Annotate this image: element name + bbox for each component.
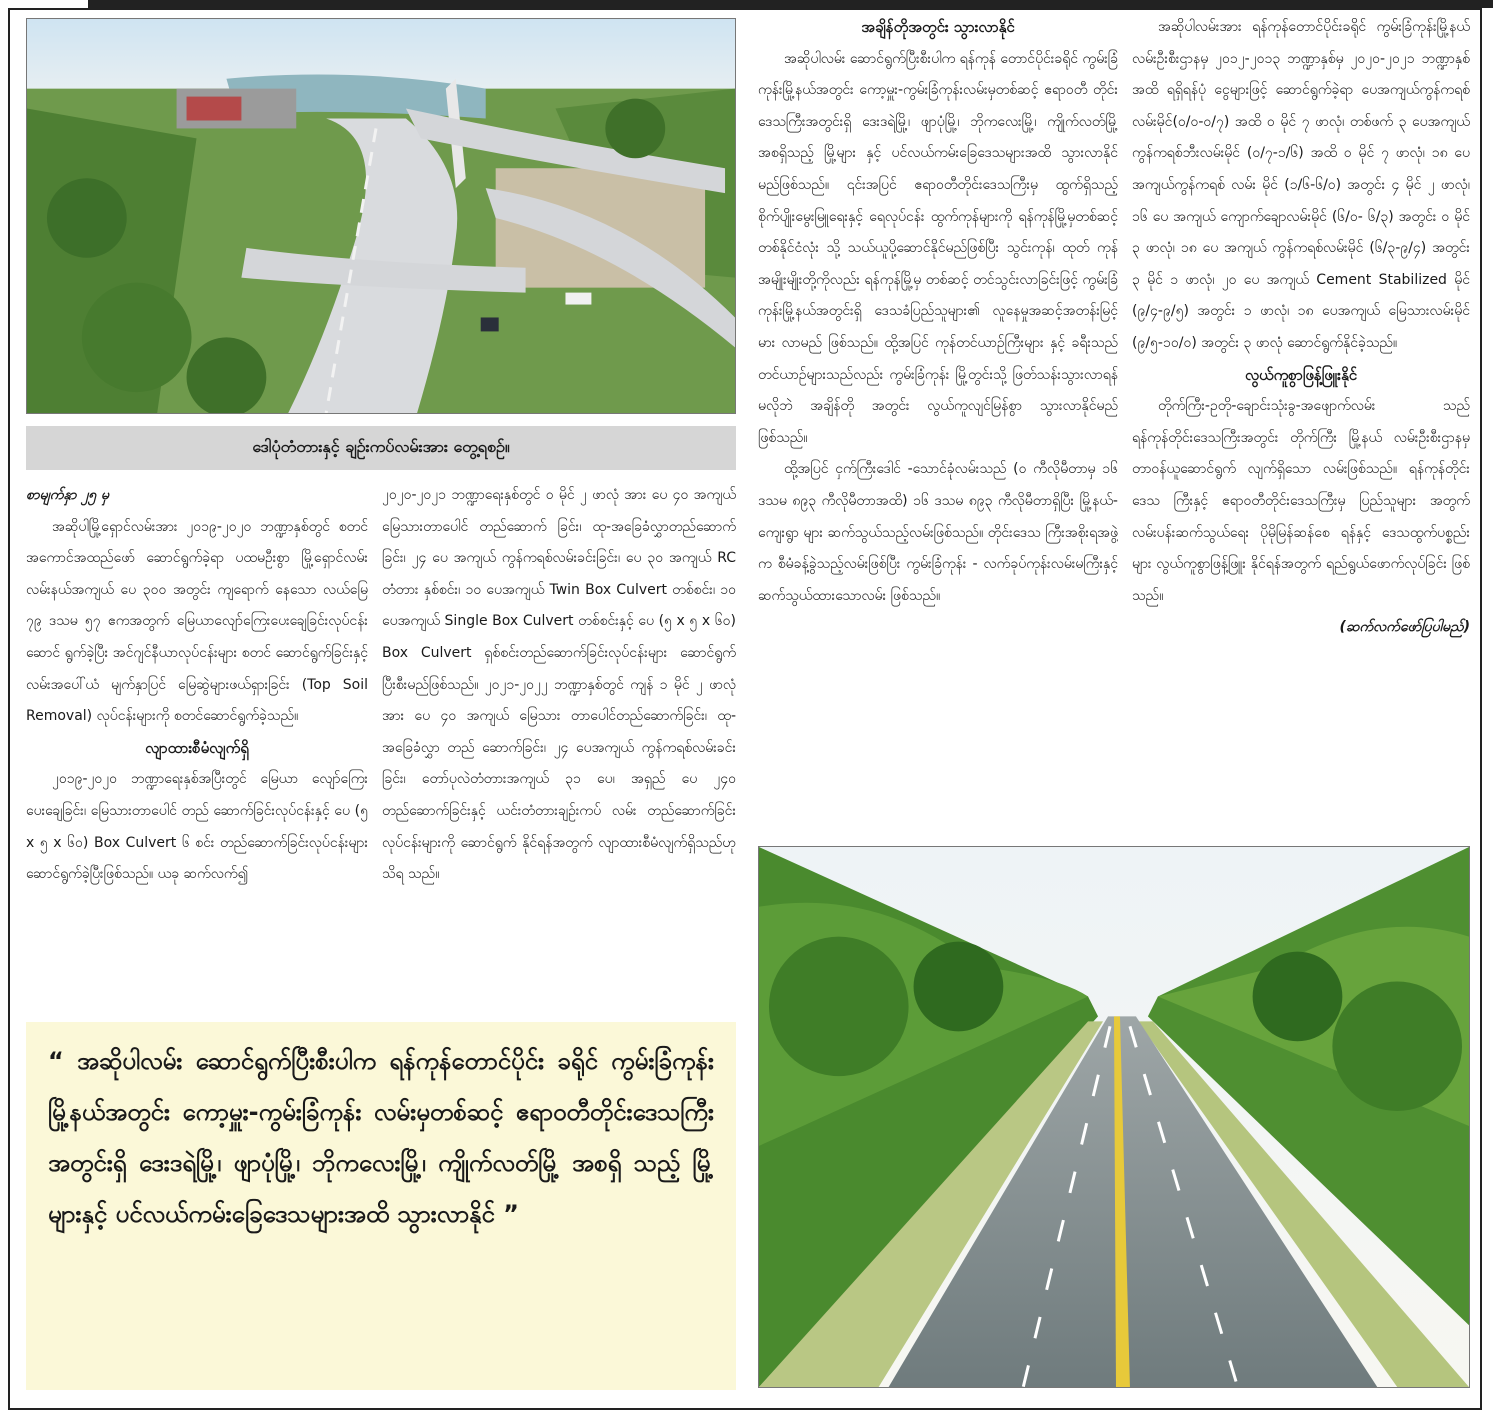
article-column-2 xyxy=(382,480,736,1020)
article-column-4 xyxy=(1132,12,1470,836)
paragraph: အဆိုပါလမ်း ဆောင်ရွက်ပြီးစီးပါက ရန်ကုန် တောင်ပိုင်းခရိုင် ကွမ်းခြံကုန်းမြို့နယ်အတွင်း ကော့မှူး-ကွမ်းခြံကုန်းလမ်းမှတစ်ဆင့် ဧရာဝတီ တိုင်းဒေသကြီးအတွင်းရှိ ဒေးဒရဲမြို့၊ ဖျာပုံမြို့၊ ဘိုကလေးမြို့၊ ကျိုက်လတ်မြို့ အစရှိသည့် မြို့များ နှင့် ပင်လယ်ကမ်းခြေဒေသများအထိ သွားလာနိုင် မည်ဖြစ်သည်။ ၎င်းအပြင် ဧရာဝတီတိုင်းဒေသကြီးမှ ထွက်ရှိသည့် စိုက်ပျိုးမွေးမြူရေးနှင့် ရေလုပ်ငန်း ထွက်ကုန်များကို ရန်ကုန်မြို့မှတစ်ဆင့် တစ်နိုင်ငံလုံး သို့ သယ်ယူပို့ဆောင်နိုင်မည်ဖြစ်ပြီး သွင်းကုန်၊ ထုတ် ကုန်အမျိုးမျိုးတို့ကိုလည်း ရန်ကုန်မြို့မှ တစ်ဆင့် တင်သွင်းလာခြင်းဖြင့် ကွမ်းခြံကုန်းမြို့နယ်အတွင်းရှိ ဒေသခံပြည်သူများ၏ လူနေမှုအဆင့်အတန်းမြင့်မား လာမည် ဖြစ်သည်။ ထို့အပြင် ကုန်တင်ယာဉ်ကြီးများ နှင့် ခရီးသည်တင်ယာဉ်များသည်လည်း ကွမ်းခြံကုန်း မြို့တွင်းသို့ ဖြတ်သန်းသွားလာရန်မလိုဘဲ အချိန်တို အတွင်း လွယ်ကူလျင်မြန်စွာ သွားလာနိုင်မည် ဖြစ်သည်။ xyxy=(758,50,1118,446)
pull-quote: “ အဆိုပါလမ်း ဆောင်ရွက်ပြီးစီးပါက ရန်ကုန်တောင်ပိုင်း ခရိုင် ကွမ်းခြံကုန်းမြို့နယ်အတွင်း ကော့မှူး-ကွမ်းခြံကုန်း လမ်းမှတစ်ဆင့် ဧရာဝတီတိုင်းဒေသကြီးအတွင်းရှိ ဒေးဒရဲမြို့၊ ဖျာပုံမြို့၊ ဘိုကလေးမြို့၊ ကျိုက်လတ်မြို့ အစရှိ သည့် မြို့များနှင့် ပင်လယ်ကမ်းခြေဒေသများအထိ သွားလာနိုင် ” xyxy=(26,1022,736,1390)
highway-photo xyxy=(758,846,1470,1388)
top-rule xyxy=(88,0,1493,8)
article-column-3 xyxy=(758,12,1118,836)
paragraph: တိုက်ကြီး-ဥတို-ချောင်းသုံးခွ-အဖျောက်လမ်း သည် ရန်ကုန်တိုင်းဒေသကြီးအတွင်း တိုက်ကြီး မြို့နယ် လမ်းဦးစီးဌာနမှ တာဝန်ယူဆောင်ရွက် လျက်ရှိသော လမ်းဖြစ်သည်။ ရန်ကုန်တိုင်းဒေသ ကြီးနှင့် ဧရာဝတီတိုင်းဒေသကြီးမှ ပြည်သူများ အတွက် လမ်းပန်းဆက်သွယ်ရေး ပိုမိုမြန်ဆန်စေ ရန်နှင့် ဒေသထွက်ပစ္စည်းများ လွယ်ကူစွာဖြန့်ဖြူး နိုင်ရန်အတွက် ရည်ရွယ်ဖောက်လုပ်ခြင်း ဖြစ် သည်။ xyxy=(1132,398,1470,604)
to-be-continued: (ဆက်လက်ဖော်ပြပါမည်) xyxy=(1339,619,1470,636)
subheading: အချိန်တိုအတွင်း သွားလာနိုင် xyxy=(861,18,1015,36)
continued-from-byline: စာမျက်နှာ ၂၅ မှ xyxy=(26,487,110,503)
subheading: လွယ်ကူစွာဖြန့်ဖြူးနိုင် xyxy=(1244,365,1358,384)
paragraph: အဆိုပါမြို့ရှောင်လမ်းအား ၂၀၁၉-၂၀၂၀ ဘဏ္ဍာနှစ်တွင် စတင်အကောင်အထည်ဖော် ဆောင်ရွက်ခဲ့ရာ ပထမဦးစွာ မြို့ရှောင်လမ်း လမ်းနယ်အကျယ် ပေ ၃၀၀ အတွင်း ကျရောက် နေသော လယ်မြေ ၇၉ ဒသမ ၅၇ ဧကအတွက် မြေယာလျော်ကြေးပေးချေခြင်းလုပ်ငန်း ဆောင် ရွက်ခဲ့ပြီး အင်ဂျင်နီယာလုပ်ငန်းများ စတင် ဆောင်ရွက်ခြင်းနှင့် လမ်းအပေါ်ယံ မျက်နှာပြင် မြေဆွဲများဖယ်ရှားခြင်း (Top Soil Removal) လုပ်ငန်းများကို စတင်ဆောင်ရွက်ခဲ့သည်။ xyxy=(26,518,368,725)
paragraph: ထို့အပြင် ငှက်ကြီးဒေါင် -သောင်ခုံလမ်းသည် (၀ ကီလိုမီတာမှ ၁၆ ဒသမ ၈၉၃ ကီလိုမီတာအထိ) ၁၆ ဒသမ ၈၉၃ ကီလိုမီတာရှိပြီး မြို့နယ်-ကျေးရွာ များ ဆက်သွယ်သည့်လမ်းဖြစ်သည်။ တိုင်းဒေသ ကြီးအစိုးရအဖွဲ့က စီမံခန့်ခွဲသည့်လမ်းဖြစ်ပြီး ကွမ်းခြံကုန်း - လက်ခုပ်ကုန်းလမ်းမကြီးနှင့် ဆက်သွယ်ထားသောလမ်း ဖြစ်သည်။ xyxy=(758,461,1118,604)
photo-caption: ဒေါပုံတံတားနှင့် ချဉ်းကပ်လမ်းအား တွေ့ရစဉ်။ xyxy=(26,426,736,470)
subheading: လျာထားစီမံလျက်ရှိ xyxy=(145,738,249,757)
article-column-1 xyxy=(26,480,368,1020)
paragraph: ၂၀၂၀-၂၀၂၁ ဘဏ္ဍာရေးနှစ်တွင် ၀ မိုင် ၂ ဖာလုံ အား ပေ ၄၀ အကျယ် မြေသားတာပေါင် တည်ဆောက် ခြင်း၊ ထု-အခြေခံလွှာတည်ဆောက်ခြင်း၊ ၂၄ ပေ အကျယ် ကွန်ကရစ်လမ်းခင်းခြင်း၊ ပေ ၃၀ အကျယ် RC တံတား နှစ်စင်း၊ ၁၀ ပေအကျယ် Twin Box Culvert တစ်စင်း၊ ၁၀ ပေအကျယ် Single Box Culvert တစ်စင်းနှင့် ပေ (၅ x ၅ x ၆၀) Box Culvert ရှစ်စင်းတည်ဆောက်ခြင်းလုပ်ငန်းများ ဆောင်ရွက် ပြီးစီးမည်ဖြစ်သည်။ ၂၀၂၁-၂၀၂၂ ဘဏ္ဍာနှစ်တွင် ကျန် ၁ မိုင် ၂ ဖာလုံအား ပေ ၄၀ အကျယ် မြေသား တာပေါင်တည်ဆောက်ခြင်း၊ ထု-အခြေခံလွှာ တည် ဆောက်ခြင်း၊ ၂၄ ပေအကျယ် ကွန်ကရစ်လမ်းခင်း ခြင်း၊ တော်ပုလဲတံတားအကျယ် ၃၁ ပေ၊ အရှည် ပေ ၂၄၀ တည်ဆောက်ခြင်းနှင့် ယင်းတံတားချဉ်းကပ် လမ်း တည်ဆောက်ခြင်းလုပ်ငန်းများကို ဆောင်ရွက် နိုင်ရန်အတွက် လျာထားစီမံလျက်ရှိသည်ဟု သိရ သည်။ xyxy=(382,487,736,883)
bridge-interchange-photo xyxy=(26,18,736,414)
paragraph: ၂၀၁၉-၂၀၂၀ ဘဏ္ဍာရေးနှစ်အပြီးတွင် မြေယာ လျော်ကြေးပေးချေခြင်း၊ မြေသားတာပေါင် တည် ဆောက်ခြင်းလုပ်ငန်းနှင့် ပေ (၅ x ၅ x ၆၀) Box Culvert ၆ စင်း တည်ဆောက်ခြင်းလုပ်ငန်းများ ဆောင်ရွက်ခဲ့ပြီးဖြစ်သည်။ ယခု ဆက်လက်၍ xyxy=(26,771,368,883)
paragraph: အဆိုပါလမ်းအား ရန်ကုန်တောင်ပိုင်းခရိုင် ကွမ်းခြံကုန်းမြို့နယ်လမ်းဦးစီးဌာနမှ ၂၀၁၂-၂၀၁၃ ဘဏ္ဍာနှစ်မှ ၂၀၂၀-၂၀၂၁ ဘဏ္ဍာနှစ်အထိ ရရှိရန်ပုံ ငွေများဖြင့် ဆောင်ရွက်ခဲ့ရာ ပေအကျယ်ကွန်ကရစ် လမ်းမိုင်(၀/၀-၀/၇) အထိ ၀ မိုင် ၇ ဖာလုံ၊ တစ်ဖက် ၃ ပေအကျယ် ကွန်ကရစ်ဘီးလမ်းမိုင် (၀/၇-၁/၆) အထိ ၀ မိုင် ၇ ဖာလုံ၊ ၁၈ ပေ အကျယ်ကွန်ကရစ် လမ်း မိုင် (၁/၆-၆/၀) အတွင်း ၄ မိုင် ၂ ဖာလုံ၊ ၁၆ ပေ အကျယ် ကျောက်ချောလမ်းမိုင် (၆/၀- ၆/၃) အတွင်း ၀ မိုင် ၃ ဖာလုံ၊ ၁၈ ပေ အကျယ် ကွန်ကရစ်လမ်းမိုင် (၆/၃-၉/၄) အတွင်း ၃ မိုင် ၁ ဖာလုံ၊ ၂၀ ပေ အကျယ် Cement Stabilized မိုင် (၉/၄-၉/၅) အတွင်း ၁ ဖာလုံ၊ ၁၈ ပေအကျယ် မြေသားလမ်းမိုင် (၉/၅-၁၀/၀) အတွင်း ၃ ဖာလုံ ဆောင်ရွက်နိုင်ခဲ့သည်။ xyxy=(1132,19,1470,351)
